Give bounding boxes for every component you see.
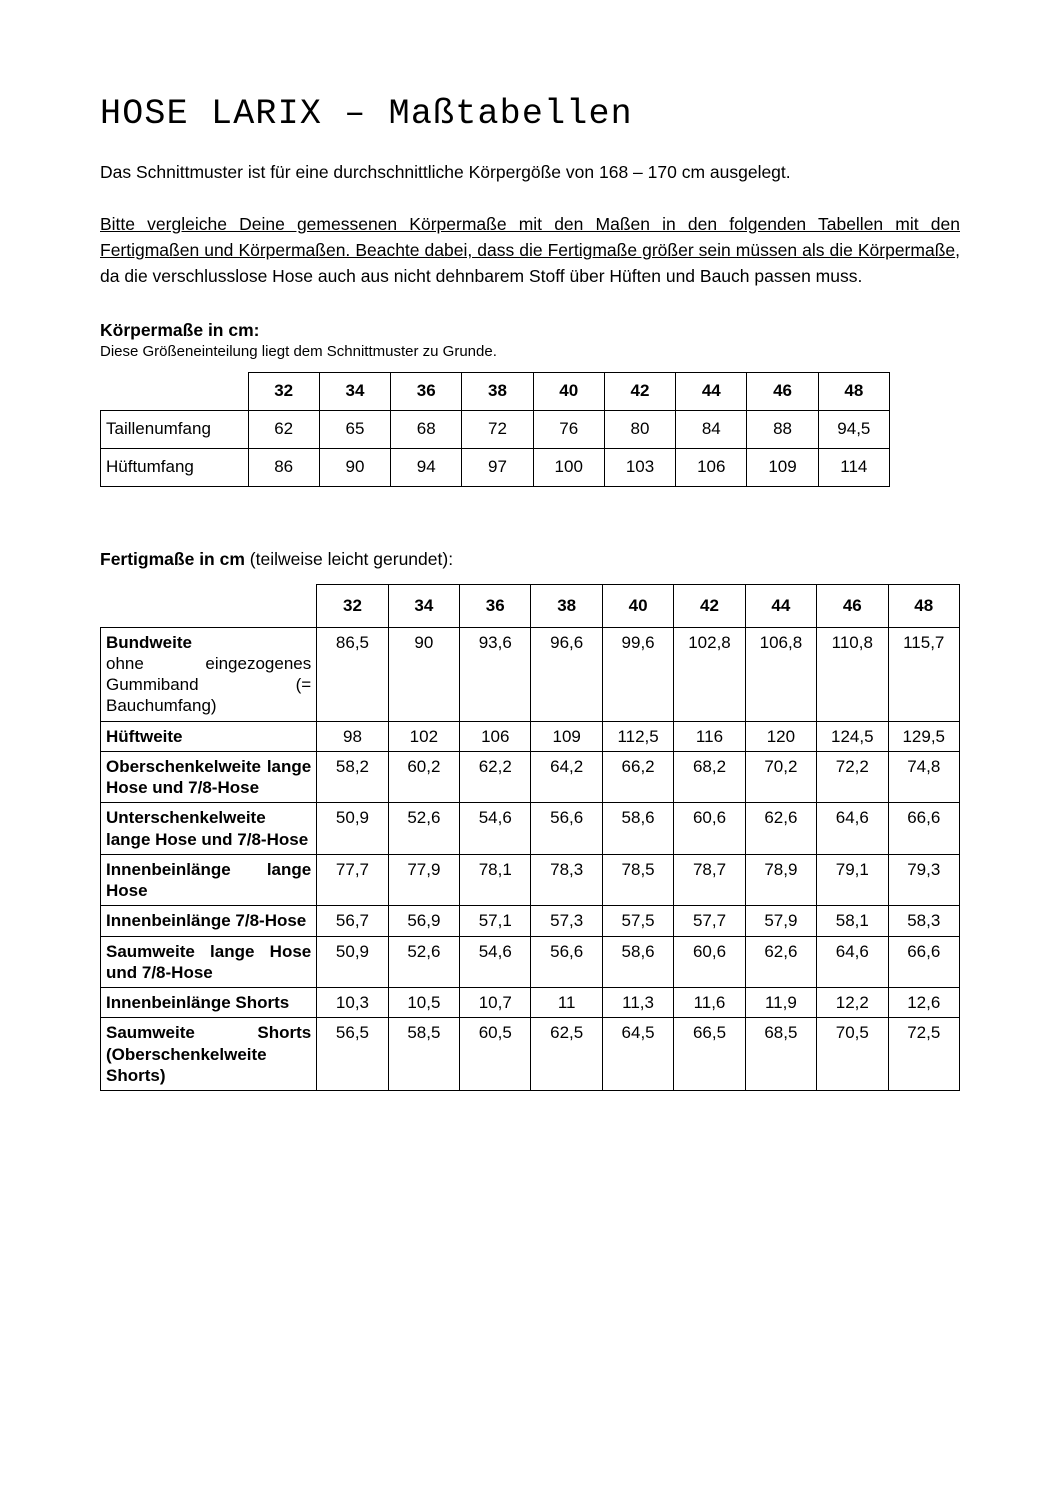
table-cell: 11,6 bbox=[674, 988, 745, 1018]
row-label-note: ohne eingezogenes Gummiband (= Bauchumfang) bbox=[106, 653, 312, 716]
table-cell: 60,2 bbox=[388, 751, 459, 803]
table-cell: 68,2 bbox=[674, 751, 745, 803]
table-cell: 58,6 bbox=[602, 936, 673, 988]
table-cell: 76 bbox=[533, 410, 604, 448]
table-cell: 60,6 bbox=[674, 803, 745, 855]
table-cell: 58,5 bbox=[388, 1018, 459, 1091]
table-cell: 70,5 bbox=[817, 1018, 888, 1091]
table-cell: 66,2 bbox=[602, 751, 673, 803]
table-cell: 62,6 bbox=[745, 936, 816, 988]
row-label: Saumweite Shorts (Oberschenkelweite Shorts) bbox=[101, 1018, 317, 1091]
table-cell: 58,3 bbox=[888, 906, 960, 936]
table-cell: 86,5 bbox=[317, 627, 388, 721]
table-cell: 112,5 bbox=[602, 721, 673, 751]
body-measurements-table bbox=[100, 372, 890, 487]
row-label: Oberschenkelweite lange Hose und 7/8-Hose bbox=[101, 751, 317, 803]
table-cell: 57,3 bbox=[531, 906, 602, 936]
column-header-size: 44 bbox=[676, 372, 747, 410]
table-row bbox=[101, 803, 960, 855]
table-cell: 11 bbox=[531, 988, 602, 1018]
intro-paragraph-2-underlined: Bitte vergleiche Deine gemessenen Körpermaße mit den Maßen in den folgenden Tabellen mit den Fertigmaßen und Körpermaßen. Beachte dabei, dass die Fertigmaße größer sein müssen als die Körpermaße bbox=[100, 213, 960, 261]
column-header-size: 48 bbox=[888, 584, 960, 627]
body-measurements-subheading: Diese Größeneinteilung liegt dem Schnittmuster zu Grunde. bbox=[100, 342, 497, 360]
table-cell: 66,6 bbox=[888, 803, 960, 855]
table-cell: 68 bbox=[391, 410, 462, 448]
column-header-size: 38 bbox=[531, 584, 602, 627]
table-cell: 54,6 bbox=[460, 936, 531, 988]
table-cell: 80 bbox=[604, 410, 675, 448]
table-cell: 56,7 bbox=[317, 906, 388, 936]
intro-paragraph-2 bbox=[100, 211, 960, 290]
table-row bbox=[101, 410, 890, 448]
table-cell: 78,9 bbox=[745, 854, 816, 906]
column-header-size: 36 bbox=[391, 372, 462, 410]
table-cell: 97 bbox=[462, 448, 533, 486]
table-cell: 84 bbox=[676, 410, 747, 448]
table-cell: 72,5 bbox=[888, 1018, 960, 1091]
table-cell: 120 bbox=[745, 721, 816, 751]
column-header-size: 32 bbox=[248, 372, 319, 410]
row-label: Hüftumfang bbox=[101, 448, 249, 486]
column-header-size: 40 bbox=[533, 372, 604, 410]
table-cell: 129,5 bbox=[888, 721, 960, 751]
table-cell: 79,3 bbox=[888, 854, 960, 906]
table-cell: 57,9 bbox=[745, 906, 816, 936]
table-cell: 77,7 bbox=[317, 854, 388, 906]
table-cell: 103 bbox=[604, 448, 675, 486]
table-cell: 78,3 bbox=[531, 854, 602, 906]
table-cell: 106 bbox=[460, 721, 531, 751]
finished-measurements-heading-rest: (teilweise leicht gerundet): bbox=[244, 548, 454, 569]
intro-paragraph-2-rest: , da die verschlusslose Hose auch aus nicht dehnbarem Stoff über Hüften und Bauch passen muss. bbox=[100, 240, 960, 287]
table-cell: 106 bbox=[676, 448, 747, 486]
table-cell: 94,5 bbox=[818, 410, 889, 448]
table-cell: 56,5 bbox=[317, 1018, 388, 1091]
table-cell: 116 bbox=[674, 721, 745, 751]
finished-measurements-heading-bold: Fertigmaße in cm bbox=[100, 548, 245, 569]
table-row bbox=[101, 988, 960, 1018]
table-cell: 96,6 bbox=[531, 627, 602, 721]
table-cell: 66,5 bbox=[674, 1018, 745, 1091]
table-corner-cell bbox=[101, 372, 249, 410]
table-cell: 72,2 bbox=[817, 751, 888, 803]
table-row bbox=[101, 1018, 960, 1091]
table-cell: 110,8 bbox=[817, 627, 888, 721]
table-row bbox=[101, 448, 890, 486]
table-cell: 62,6 bbox=[745, 803, 816, 855]
table-cell: 62,5 bbox=[531, 1018, 602, 1091]
table-cell: 64,6 bbox=[817, 803, 888, 855]
table-cell: 106,8 bbox=[745, 627, 816, 721]
table-cell: 66,6 bbox=[888, 936, 960, 988]
table-cell: 93,6 bbox=[460, 627, 531, 721]
table-cell: 56,6 bbox=[531, 803, 602, 855]
table-cell: 90 bbox=[388, 627, 459, 721]
table-row bbox=[101, 906, 960, 936]
row-label: Innenbeinlänge 7/8-Hose bbox=[101, 906, 317, 936]
row-label: Saumweite lange Hose und 7/8-Hose bbox=[101, 936, 317, 988]
column-header-size: 48 bbox=[818, 372, 889, 410]
body-measurements-heading: Körpermaße in cm: bbox=[100, 319, 260, 340]
column-header-size: 46 bbox=[747, 372, 818, 410]
table-cell: 62,2 bbox=[460, 751, 531, 803]
table-cell: 54,6 bbox=[460, 803, 531, 855]
table-cell: 90 bbox=[319, 448, 390, 486]
table-cell: 58,2 bbox=[317, 751, 388, 803]
table-cell: 109 bbox=[747, 448, 818, 486]
table-row bbox=[101, 721, 960, 751]
table-cell: 78,7 bbox=[674, 854, 745, 906]
table-cell: 10,5 bbox=[388, 988, 459, 1018]
table-cell: 86 bbox=[248, 448, 319, 486]
table-cell: 62 bbox=[248, 410, 319, 448]
table-cell: 12,2 bbox=[817, 988, 888, 1018]
table-cell: 12,6 bbox=[888, 988, 960, 1018]
table-cell: 52,6 bbox=[388, 803, 459, 855]
table-cell: 79,1 bbox=[817, 854, 888, 906]
table-cell: 64,6 bbox=[817, 936, 888, 988]
table-cell: 58,1 bbox=[817, 906, 888, 936]
table-cell: 102 bbox=[388, 721, 459, 751]
table-cell: 72 bbox=[462, 410, 533, 448]
column-header-size: 36 bbox=[460, 584, 531, 627]
table-cell: 88 bbox=[747, 410, 818, 448]
table-header-row bbox=[101, 584, 960, 627]
column-header-size: 40 bbox=[602, 584, 673, 627]
row-label: Innenbeinlänge lange Hose bbox=[101, 854, 317, 906]
table-row bbox=[101, 936, 960, 988]
table-cell: 10,7 bbox=[460, 988, 531, 1018]
table-cell: 64,5 bbox=[602, 1018, 673, 1091]
table-cell: 115,7 bbox=[888, 627, 960, 721]
table-row bbox=[101, 854, 960, 906]
row-label-bold: Bundweite bbox=[106, 632, 192, 652]
table-row bbox=[101, 627, 960, 721]
table-cell: 58,6 bbox=[602, 803, 673, 855]
table-cell: 60,6 bbox=[674, 936, 745, 988]
column-header-size: 38 bbox=[462, 372, 533, 410]
column-header-size: 34 bbox=[319, 372, 390, 410]
table-cell: 65 bbox=[319, 410, 390, 448]
table-cell: 10,3 bbox=[317, 988, 388, 1018]
row-label: Taillenumfang bbox=[101, 410, 249, 448]
table-cell: 64,2 bbox=[531, 751, 602, 803]
table-cell: 78,5 bbox=[602, 854, 673, 906]
column-header-size: 42 bbox=[604, 372, 675, 410]
table-cell: 124,5 bbox=[817, 721, 888, 751]
finished-measurements-table bbox=[100, 584, 960, 1092]
table-cell: 57,7 bbox=[674, 906, 745, 936]
table-corner-cell bbox=[101, 584, 317, 627]
table-cell: 57,5 bbox=[602, 906, 673, 936]
table-cell: 11,3 bbox=[602, 988, 673, 1018]
column-header-size: 32 bbox=[317, 584, 388, 627]
table-cell: 50,9 bbox=[317, 936, 388, 988]
column-header-size: 44 bbox=[745, 584, 816, 627]
row-label: Unterschenkelweite lange Hose und 7/8-Hose bbox=[101, 803, 317, 855]
row-label bbox=[101, 627, 317, 721]
table-cell: 99,6 bbox=[602, 627, 673, 721]
table-cell: 52,6 bbox=[388, 936, 459, 988]
table-cell: 109 bbox=[531, 721, 602, 751]
table-cell: 98 bbox=[317, 721, 388, 751]
intro-paragraph-1: Das Schnittmuster ist für eine durchschnittliche Körpergöße von 168 – 170 cm ausgelegt. bbox=[100, 161, 791, 182]
column-header-size: 46 bbox=[817, 584, 888, 627]
table-cell: 70,2 bbox=[745, 751, 816, 803]
table-cell: 74,8 bbox=[888, 751, 960, 803]
page-title: HOSE LARIX – Maßtabellen bbox=[100, 94, 633, 134]
table-cell: 60,5 bbox=[460, 1018, 531, 1091]
column-header-size: 34 bbox=[388, 584, 459, 627]
table-cell: 56,6 bbox=[531, 936, 602, 988]
table-cell: 77,9 bbox=[388, 854, 459, 906]
table-cell: 78,1 bbox=[460, 854, 531, 906]
column-header-size: 42 bbox=[674, 584, 745, 627]
table-cell: 102,8 bbox=[674, 627, 745, 721]
table-row bbox=[101, 751, 960, 803]
table-cell: 50,9 bbox=[317, 803, 388, 855]
table-cell: 100 bbox=[533, 448, 604, 486]
row-label: Innenbeinlänge Shorts bbox=[101, 988, 317, 1018]
finished-measurements-heading bbox=[100, 549, 960, 570]
table-cell: 11,9 bbox=[745, 988, 816, 1018]
table-cell: 56,9 bbox=[388, 906, 459, 936]
table-cell: 57,1 bbox=[460, 906, 531, 936]
table-header-row bbox=[101, 372, 890, 410]
table-cell: 114 bbox=[818, 448, 889, 486]
table-cell: 94 bbox=[391, 448, 462, 486]
row-label: Hüftweite bbox=[101, 721, 317, 751]
table-cell: 68,5 bbox=[745, 1018, 816, 1091]
